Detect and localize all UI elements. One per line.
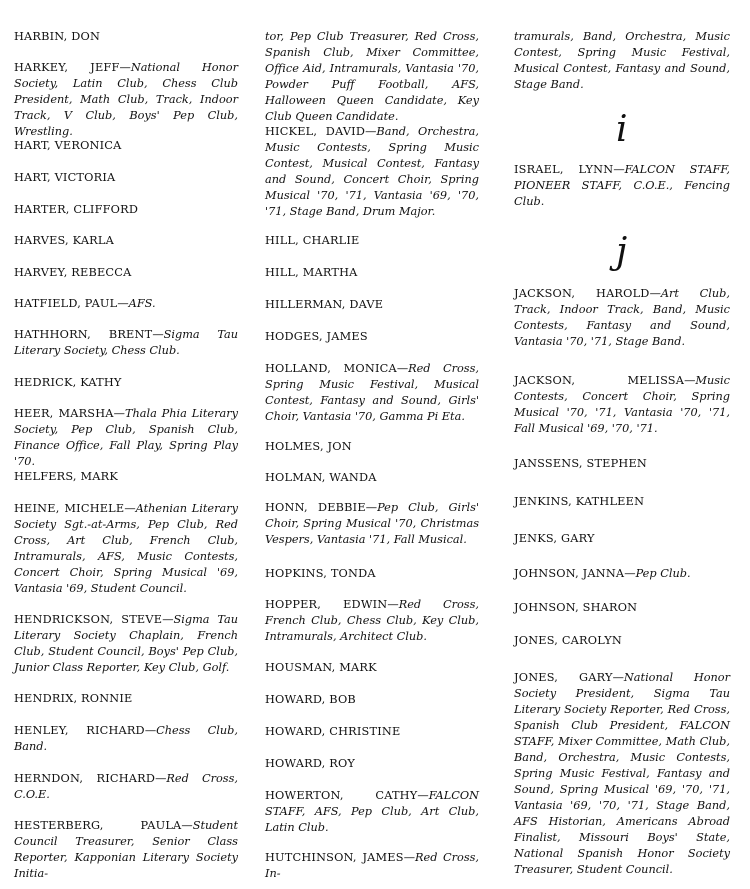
student-name: HENLEY, RICHARD xyxy=(14,724,145,737)
index-entry xyxy=(265,297,479,313)
index-entry xyxy=(514,162,730,210)
index-entry xyxy=(265,470,479,486)
student-name: HARKEY, JEFF xyxy=(14,61,120,74)
student-name: JONES, GARY xyxy=(514,671,613,684)
index-entry xyxy=(265,597,479,645)
index-entry xyxy=(14,406,238,470)
student-name: HENDRICKSON, STEVE xyxy=(14,613,163,626)
student-name: HOWARD, CHRISTINE xyxy=(265,725,401,738)
index-entry xyxy=(265,500,479,548)
index-entry xyxy=(14,296,238,312)
student-name: HARTER, CLIFFORD xyxy=(14,203,139,216)
section-letter-i: i xyxy=(616,109,628,150)
activities-list: tor, Pep Club Treasurer, Red Cross, Spanish Club, Mixer Committee, Office Aid, Intramurals, Vantasia '70, Powder Puff Football, AFS, Halloween Queen Candidate, Key Club Queen Candidate. xyxy=(265,30,479,123)
index-entry xyxy=(14,771,238,803)
student-name: HOLLAND, MONICA xyxy=(265,362,397,375)
activities-list: —Sigma Tau Literary Society Chaplain, French Club, Student Council, Boys' Pep Club, Junior Class Reporter, Key Club, Golf. xyxy=(14,613,238,674)
activities-list: —Chess Club, Band. xyxy=(14,724,238,753)
student-name: HILL, MARTHA xyxy=(265,266,358,279)
index-entry xyxy=(514,633,730,649)
activities-list: —AFS. xyxy=(117,297,156,310)
student-name: JONES, CAROLYN xyxy=(514,634,622,647)
student-name: HOPKINS, TONDA xyxy=(265,567,376,580)
activities-list: —Red Cross, French Club, Chess Club, Key Club, Intramurals, Architect Club. xyxy=(265,598,479,643)
student-name: JENKINS, KATHLEEN xyxy=(514,495,645,508)
student-name: JANSSENS, STEPHEN xyxy=(514,457,648,470)
activities-list: —Thala Phia Literary Society, Pep Club, Spanish Club, Finance Office, Fall Play, Spring Play '70. xyxy=(14,407,238,468)
student-name: HILL, CHARLIE xyxy=(265,234,360,247)
student-name: JACKSON, MELISSA xyxy=(514,374,685,387)
activities-list: —National Honor Society, Latin Club, Chess Club President, Math Club, Track, Indoor Track, V Club, Boys' Pep Club, Wrestling. xyxy=(14,61,238,138)
activities-list: —Student Council Treasurer, Senior Class Reporter, Kapponian Literary Society Initia- xyxy=(14,819,238,880)
index-entry xyxy=(14,29,238,45)
index-entry xyxy=(14,60,238,140)
index-entry xyxy=(14,612,238,676)
student-name: HARBIN, DON xyxy=(14,30,101,43)
index-entry xyxy=(14,501,238,597)
student-name: HENDRIX, RONNIE xyxy=(14,692,133,705)
activities-list: —Band, Orchestra, Music Contests, Spring Music Contest, Musical Contest, Fantasy and Sound, Concert Choir, Spring Musical '70, '71, Vantasia '69, '70, '71, Stage Band, Drum Major. xyxy=(265,125,479,218)
student-name: JOHNSON, SHARON xyxy=(514,601,638,614)
student-name: HEER, MARSHA xyxy=(14,407,114,420)
index-entry xyxy=(265,329,479,345)
student-name: HART, VERONICA xyxy=(14,139,122,152)
section-letter-j: j xyxy=(616,231,628,272)
index-entry xyxy=(265,850,479,882)
student-name: HELFERS, MARK xyxy=(14,470,118,483)
index-entry xyxy=(514,494,730,510)
index-entry xyxy=(265,692,479,708)
index-entry xyxy=(514,531,730,547)
student-name: HERNDON, RICHARD xyxy=(14,772,156,785)
student-name: HONN, DEBBIE xyxy=(265,501,366,514)
activities-list: —FALCON STAFF, AFS, Pep Club, Art Club, Latin Club. xyxy=(265,789,479,834)
student-name: HODGES, JAMES xyxy=(265,330,368,343)
index-entry xyxy=(514,456,730,472)
index-entry xyxy=(14,170,238,186)
student-name: HOWARD, ROY xyxy=(265,757,356,770)
activities-list: tramurals, Band, Orchestra, Music Contest, Spring Music Festival, Musical Contest, Fantasy and Sound, Stage Band. xyxy=(514,30,730,91)
student-name: HARVEY, REBECCA xyxy=(14,266,132,279)
index-entry xyxy=(265,361,479,425)
student-name: JOHNSON, JANNA xyxy=(514,567,625,580)
student-name: HOLMAN, WANDA xyxy=(265,471,377,484)
student-name: HESTERBERG, PAULA xyxy=(14,819,182,832)
index-entry xyxy=(14,375,238,391)
student-name: HATHHORN, BRENT xyxy=(14,328,153,341)
student-name: HICKEL, DAVID xyxy=(265,125,366,138)
student-name: HEDRICK, KATHY xyxy=(14,376,122,389)
index-entry xyxy=(14,723,238,755)
student-name: JACKSON, HAROLD xyxy=(514,287,650,300)
activities-list: —Music Contests, Concert Choir, Spring Musical '70, '71, Vantasia '70, '71, Fall Musical '69, '70, '71. xyxy=(514,374,730,435)
student-name: HEINE, MICHELE xyxy=(14,502,125,515)
activities-list: —Pep Club, Girls' Choir, Spring Musical '70, Christmas Vespers, Vantasia '71, Fall Musical. xyxy=(265,501,480,546)
index-entry xyxy=(514,373,730,437)
student-name: HOPPER, EDWIN xyxy=(265,598,388,611)
index-entry xyxy=(14,818,238,882)
activities-list: —Pep Club. xyxy=(624,567,691,580)
index-entry xyxy=(265,29,479,125)
student-name: HOUSMAN, MARK xyxy=(265,661,377,674)
index-entry xyxy=(265,233,479,249)
index-entry xyxy=(514,29,730,93)
index-entry xyxy=(265,756,479,772)
index-entry xyxy=(14,202,238,218)
index-entry xyxy=(265,724,479,740)
student-name: ISRAEL, LYNN xyxy=(514,163,614,176)
index-entry xyxy=(514,670,730,878)
student-name: HUTCHINSON, JAMES xyxy=(265,851,404,864)
student-name: HART, VICTORIA xyxy=(14,171,116,184)
activities-list: —Red Cross, In- xyxy=(265,851,480,880)
index-entry xyxy=(265,439,479,455)
index-entry xyxy=(14,691,238,707)
index-entry xyxy=(265,124,479,220)
index-entry xyxy=(265,265,479,281)
index-entry xyxy=(265,788,479,836)
index-entry xyxy=(14,327,238,359)
index-entry xyxy=(14,138,238,154)
student-name: HOWARD, BOB xyxy=(265,693,356,706)
student-name: HOLMES, JON xyxy=(265,440,352,453)
index-entry xyxy=(14,469,238,485)
index-entry xyxy=(14,233,238,249)
index-entry xyxy=(514,566,730,582)
activities-list: —Red Cross, C.O.E. xyxy=(14,772,238,801)
activities-list: —Athenian Literary Society Sgt.-at-Arms, Pep Club, Red Cross, Art Club, French Club, Intramurals, AFS, Music Contests, Concert Choir, Spring Musical '69, Vantasia '69, Student Council. xyxy=(14,502,238,595)
activities-list: —National Honor Society President, Sigma Tau Literary Society Reporter, Red Cross, Spanish Club President, FALCON STAFF, Mixer Committee, Math Club, Band, Orchestra, Music Contests, Spring Music Festival, Fantasy and Sound, Spring Musical '69, '70, '71, Vantasia '69, '70, '71, Stage Band, AFS Historian, Americans Abroad Finalist, Missouri Boys' State, National Spanish Honor Society Treasurer, Student Council. xyxy=(514,671,730,876)
activities-list: —Art Club, Track, Indoor Track, Band, Music Contests, Fantasy and Sound, Vantasia '70, '71, Stage Band. xyxy=(514,287,731,348)
index-entry xyxy=(514,600,730,616)
student-name: HARVES, KARLA xyxy=(14,234,114,247)
student-name: HILLERMAN, DAVE xyxy=(265,298,384,311)
index-entry xyxy=(265,566,479,582)
student-name: HATFIELD, PAUL xyxy=(14,297,118,310)
student-name: JENKS, GARY xyxy=(514,532,595,545)
activities-list: —FALCON STAFF, PIONEER STAFF, C.O.E., Fencing Club. xyxy=(514,163,730,208)
index-entry xyxy=(514,286,730,350)
activities-list: —Red Cross, Spring Music Festival, Musical Contest, Fantasy and Sound, Girls' Choir, Vantasia '70, Gamma Pi Eta. xyxy=(265,362,479,423)
activities-list: —Sigma Tau Literary Society, Chess Club. xyxy=(14,328,238,357)
index-entry xyxy=(14,265,238,281)
student-name: HOWERTON, CATHY xyxy=(265,789,418,802)
index-entry xyxy=(265,660,479,676)
